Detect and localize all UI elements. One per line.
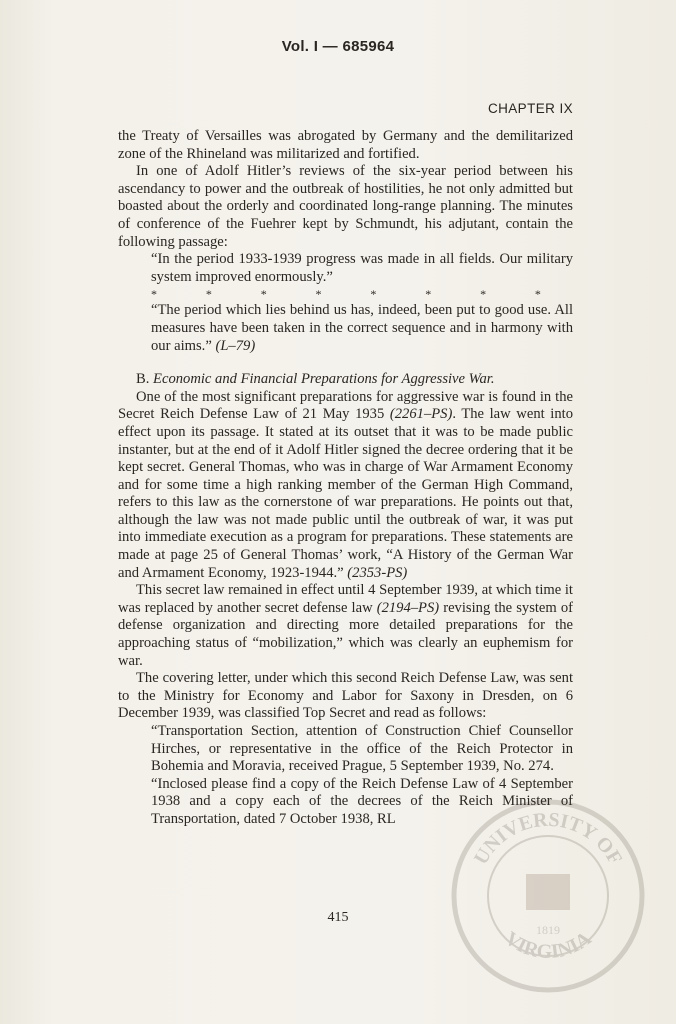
paragraph: The covering letter, under which this second Reich Defense Law, was sent to the Ministry for Economy and Labor for Saxony in Dresden, on 6 December 1939, was classified Top Secret and read as follows: — [118, 670, 573, 722]
chapter-heading: CHAPTER IX — [487, 101, 573, 116]
block-quote: “The period which lies behind us has, indeed, been put to good use. All measures have been taken in the correct sequence and in harmony with our aims.” (L–79) — [151, 302, 573, 354]
library-stamp-seal — [448, 796, 648, 996]
svg-text:VIRGINIA: VIRGINIA — [500, 927, 596, 964]
body-text — [118, 128, 573, 829]
page-number: 415 — [327, 910, 349, 925]
block-quote: “Transportation Section, attention of Construction Chief Counsellor Hirches, or representative in the office of the Reich Protector in Bohemia and Moravia, received Prague, 5 September 1939, No. 274. — [151, 723, 573, 775]
block-quote: “In the period 1933-1939 progress was made in all fields. Our military system improved enormously.” — [151, 251, 573, 285]
citation: (2194–PS) — [376, 599, 440, 616]
citation: (L–79) — [215, 337, 256, 354]
svg-text:1819: 1819 — [536, 923, 560, 937]
paragraph: This secret law remained in effect until 4 September 1939, at which time it was replaced by another secret defense law (2194–PS) revising the system of defense organization and directing more detailed preparations for the approaching status of “mobilization,” which was clearly an euphemism for war. — [118, 582, 573, 669]
citation: (2353-PS) — [347, 564, 408, 581]
paragraph: One of the most significant preparations for aggressive war is found in the Secret Reich Defense Law of 21 May 1935 (2261–PS). The law went into effect upon its passage. It stated at its outset that it was to be made public instanter, but at the end of it Adolf Hitler signed the decree ordering that it be kept secret. General Thomas, who was in charge of War Armament Economy and for some time a high ranking member of the German High Command, refers to this law as the cornerstone of war preparations. He points out that, although the law was not made public until the outbreak of war, it was put into immediate execution as a program for preparations. These statements are made at page 25 of General Thomas’ work, “A History of the German War and Armament Economy, 1923-1944.” (2353-PS) — [118, 388, 573, 581]
ellipsis-stars: * * * * * * * * — [151, 287, 541, 302]
paragraph: the Treaty of Versailles was abrogated by Germany and the demilitarized zone of the Rhineland was militarized and fortified. — [118, 128, 573, 162]
citation: (2261–PS) — [389, 406, 453, 423]
block-quote: “Inclosed please find a copy of the Reich Defense Law of 4 September 1938 and a copy each of the decrees of the Reich Minister of Transportation, dated 7 October 1938, RL — [151, 775, 573, 827]
section-heading: B. Economic and Financial Preparations for Aggressive War. — [136, 371, 495, 388]
running-header: Vol. I — 685964 — [281, 38, 395, 55]
paragraph: In one of Adolf Hitler’s reviews of the six-year period between his ascendancy to power and the outbreak of hostilities, he not only admitted but boasted about the orderly and coordinated long-range planning. The minutes of conference of the Fuehrer kept by Schmundt, his adjutant, contain the following passage: — [118, 163, 573, 250]
svg-text:UNIVERSITY OF: UNIVERSITY OF — [469, 808, 627, 869]
